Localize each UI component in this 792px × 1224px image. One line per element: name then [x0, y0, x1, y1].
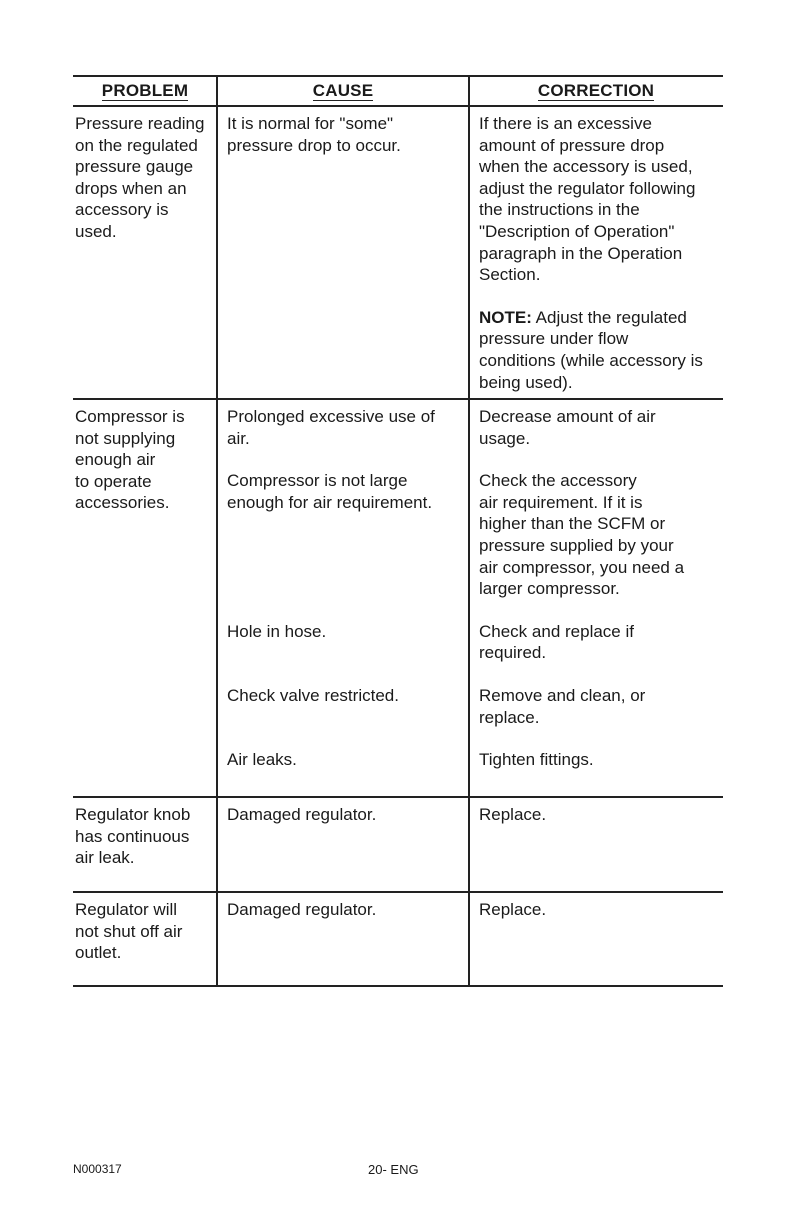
problem-cell: Regulator knob has continuous air leak. — [75, 805, 191, 868]
note-paragraph: NOTE: Adjust the regulated — [479, 307, 687, 327]
troubleshooting-table — [73, 75, 723, 987]
table-row — [73, 107, 723, 398]
table-header — [73, 77, 723, 105]
header-cause: CAUSE — [312, 81, 374, 100]
table-bottom-rule — [73, 985, 723, 987]
column-divider — [216, 893, 218, 985]
problem-cell: Pressure reading on the regulated pressure gauge drops when an accessory is used. — [75, 114, 205, 241]
header-problem: PROBLEM — [101, 81, 189, 100]
document-id: N000317 — [73, 1162, 122, 1176]
table-row — [73, 798, 723, 891]
table-row — [73, 400, 723, 796]
table-row — [73, 893, 723, 985]
page-number: 20- ENG — [368, 1162, 419, 1177]
column-divider — [216, 798, 218, 891]
correction-cell: Replace. — [479, 805, 547, 824]
correction-cell: Decrease amount of air usage. Check the accessory air requirement. If it is higher than the SCFM or pressure supplied by your air compressor, you need a larger compressor. Check and replace if required. Remove and clean, or replace. Tighten fittings. — [479, 407, 685, 770]
cause-cell: Prolonged excessive use of air. Compressor is not large enough for air requirement. Hole in hose. Check valve restricted. Air leaks. — [227, 407, 435, 769]
column-divider — [216, 77, 218, 105]
header-correction: CORRECTION — [537, 81, 655, 100]
column-divider — [468, 107, 470, 398]
cause-cell: It is normal for "some" pressure drop to occur. — [227, 114, 401, 155]
column-divider — [216, 400, 218, 796]
column-divider — [468, 77, 470, 105]
column-divider — [468, 400, 470, 796]
cause-cell: Damaged regulator. — [227, 805, 377, 824]
problem-cell: Regulator will not shut off air outlet. — [75, 900, 183, 963]
problem-cell: Compressor is not supplying enough air to operate accessories. — [75, 407, 185, 513]
correction-cell: Replace. — [479, 900, 547, 919]
correction-cell: If there is an excessive amount of pressure drop when the accessory is used, adjust the regulator following the instructions in the "Description of Operation" paragraph in the Operation Section. NOTE: Adjust the regulated pressure under flow conditions (while accessory is being used). — [469, 107, 723, 398]
column-divider — [468, 893, 470, 985]
column-divider — [216, 107, 218, 398]
column-divider — [468, 798, 470, 891]
cause-cell: Damaged regulator. — [227, 900, 377, 919]
